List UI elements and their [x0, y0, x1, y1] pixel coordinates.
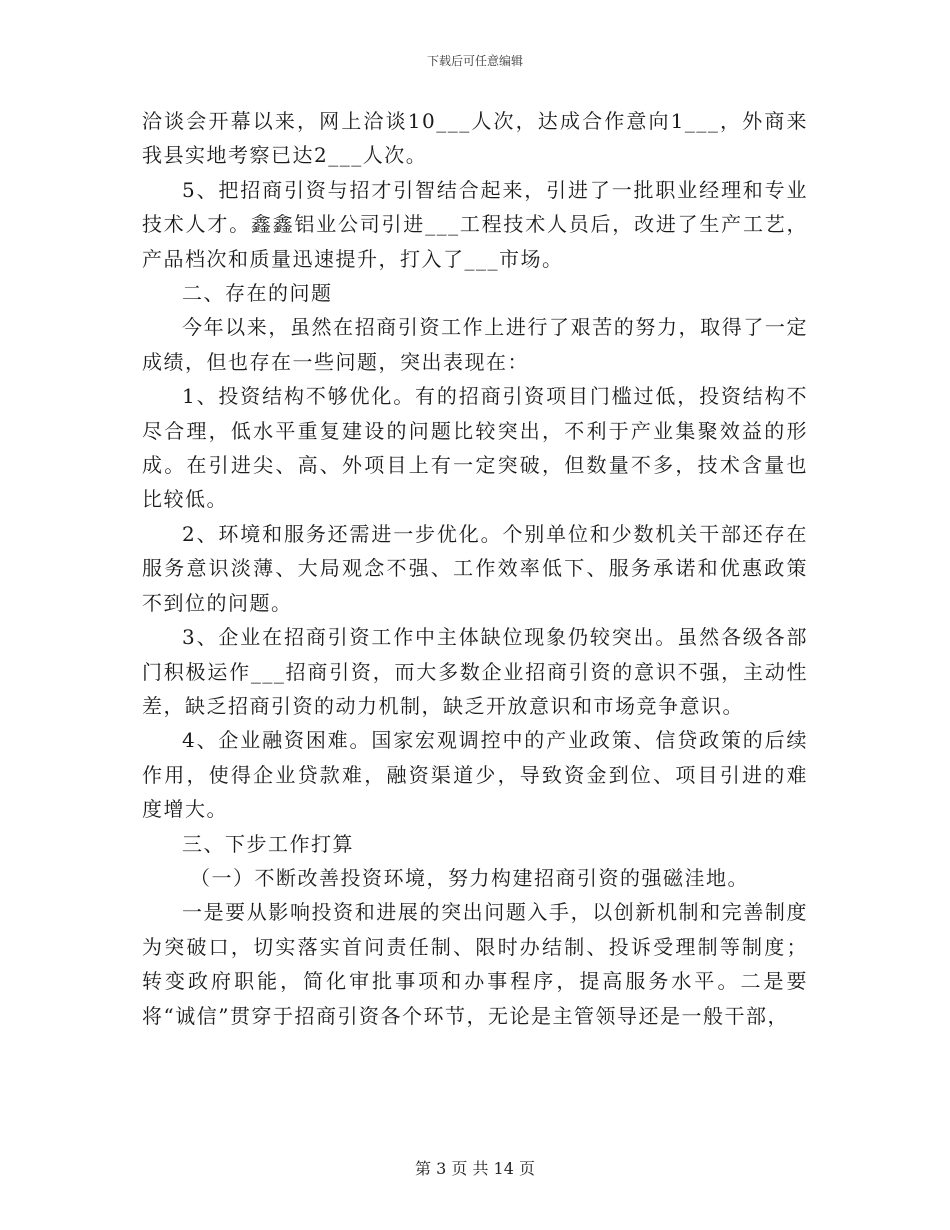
subsection-heading-1: （一）不断改善投资环境，努力构建招商引资的强磁洼地。	[190, 865, 749, 890]
section-heading-next-steps: 三、下步工作打算	[182, 831, 354, 856]
paragraph-next-steps-body: 一是要从影响投资和进展的突出问题入手，以创新机制和完善制度为突破口，切实落实首问责任制、限时办结制、投诉受理制等制度；转变政府职能，简化审批事项和办事程序，提高服务水平。二是要将“诚信”贯穿于招商引资各个环节，无论是主管领导还是一般干部，	[142, 900, 808, 1028]
paragraph-item-5: 5、把招商引资与招才引智结合起来，引进了一批职业经理和专业技术人才。鑫鑫铝业公司引进___工程技术人员后，改进了生产工艺，产品档次和质量迅速提升，打入了___市场。	[142, 177, 808, 271]
section-heading-problems: 二、存在的问题	[182, 281, 333, 306]
page-footer: 第 3 页 共 14 页	[415, 1159, 535, 1178]
paragraph-problem-2: 2、环境和服务还需进一步优化。个别单位和少数机关干部还存在服务意识淡薄、大局观念不强、工作效率低下、服务承诺和优惠政策不到位的问题。	[142, 521, 808, 615]
page-header: 下载后可任意编辑	[426, 54, 523, 68]
document-body	[142, 104, 808, 1033]
paragraph-problem-4: 4、企业融资困难。国家宏观调控中的产业政策、信贷政策的后续作用，使得企业贷款难，融资渠道少，导致资金到位、项目引进的难度增大。	[142, 728, 808, 822]
paragraph-problems-intro: 今年以来，虽然在招商引资工作上进行了艰苦的努力，取得了一定成绩，但也存在一些问题，突出表现在：	[142, 315, 808, 374]
paragraph-continuation: 洽谈会开幕以来，网上洽谈10___人次，达成合作意向1___，外商来我县实地考察已达2___人次。	[142, 109, 808, 168]
paragraph-problem-3: 3、企业在招商引资工作中主体缺位现象仍较突出。虽然各级各部门积极运作___招商引资，而大多数企业招商引资的意识不强，主动性差，缺乏招商引资的动力机制，缺乏开放意识和市场竞争意识。	[142, 625, 808, 718]
paragraph-problem-1: 1、投资结构不够优化。有的招商引资项目门槛过低，投资结构不尽合理，低水平重复建设的问题比较突出，不利于产业集聚效益的形成。在引进尖、高、外项目上有一定突破，但数量不多，技术含量也比较低。	[142, 384, 808, 512]
